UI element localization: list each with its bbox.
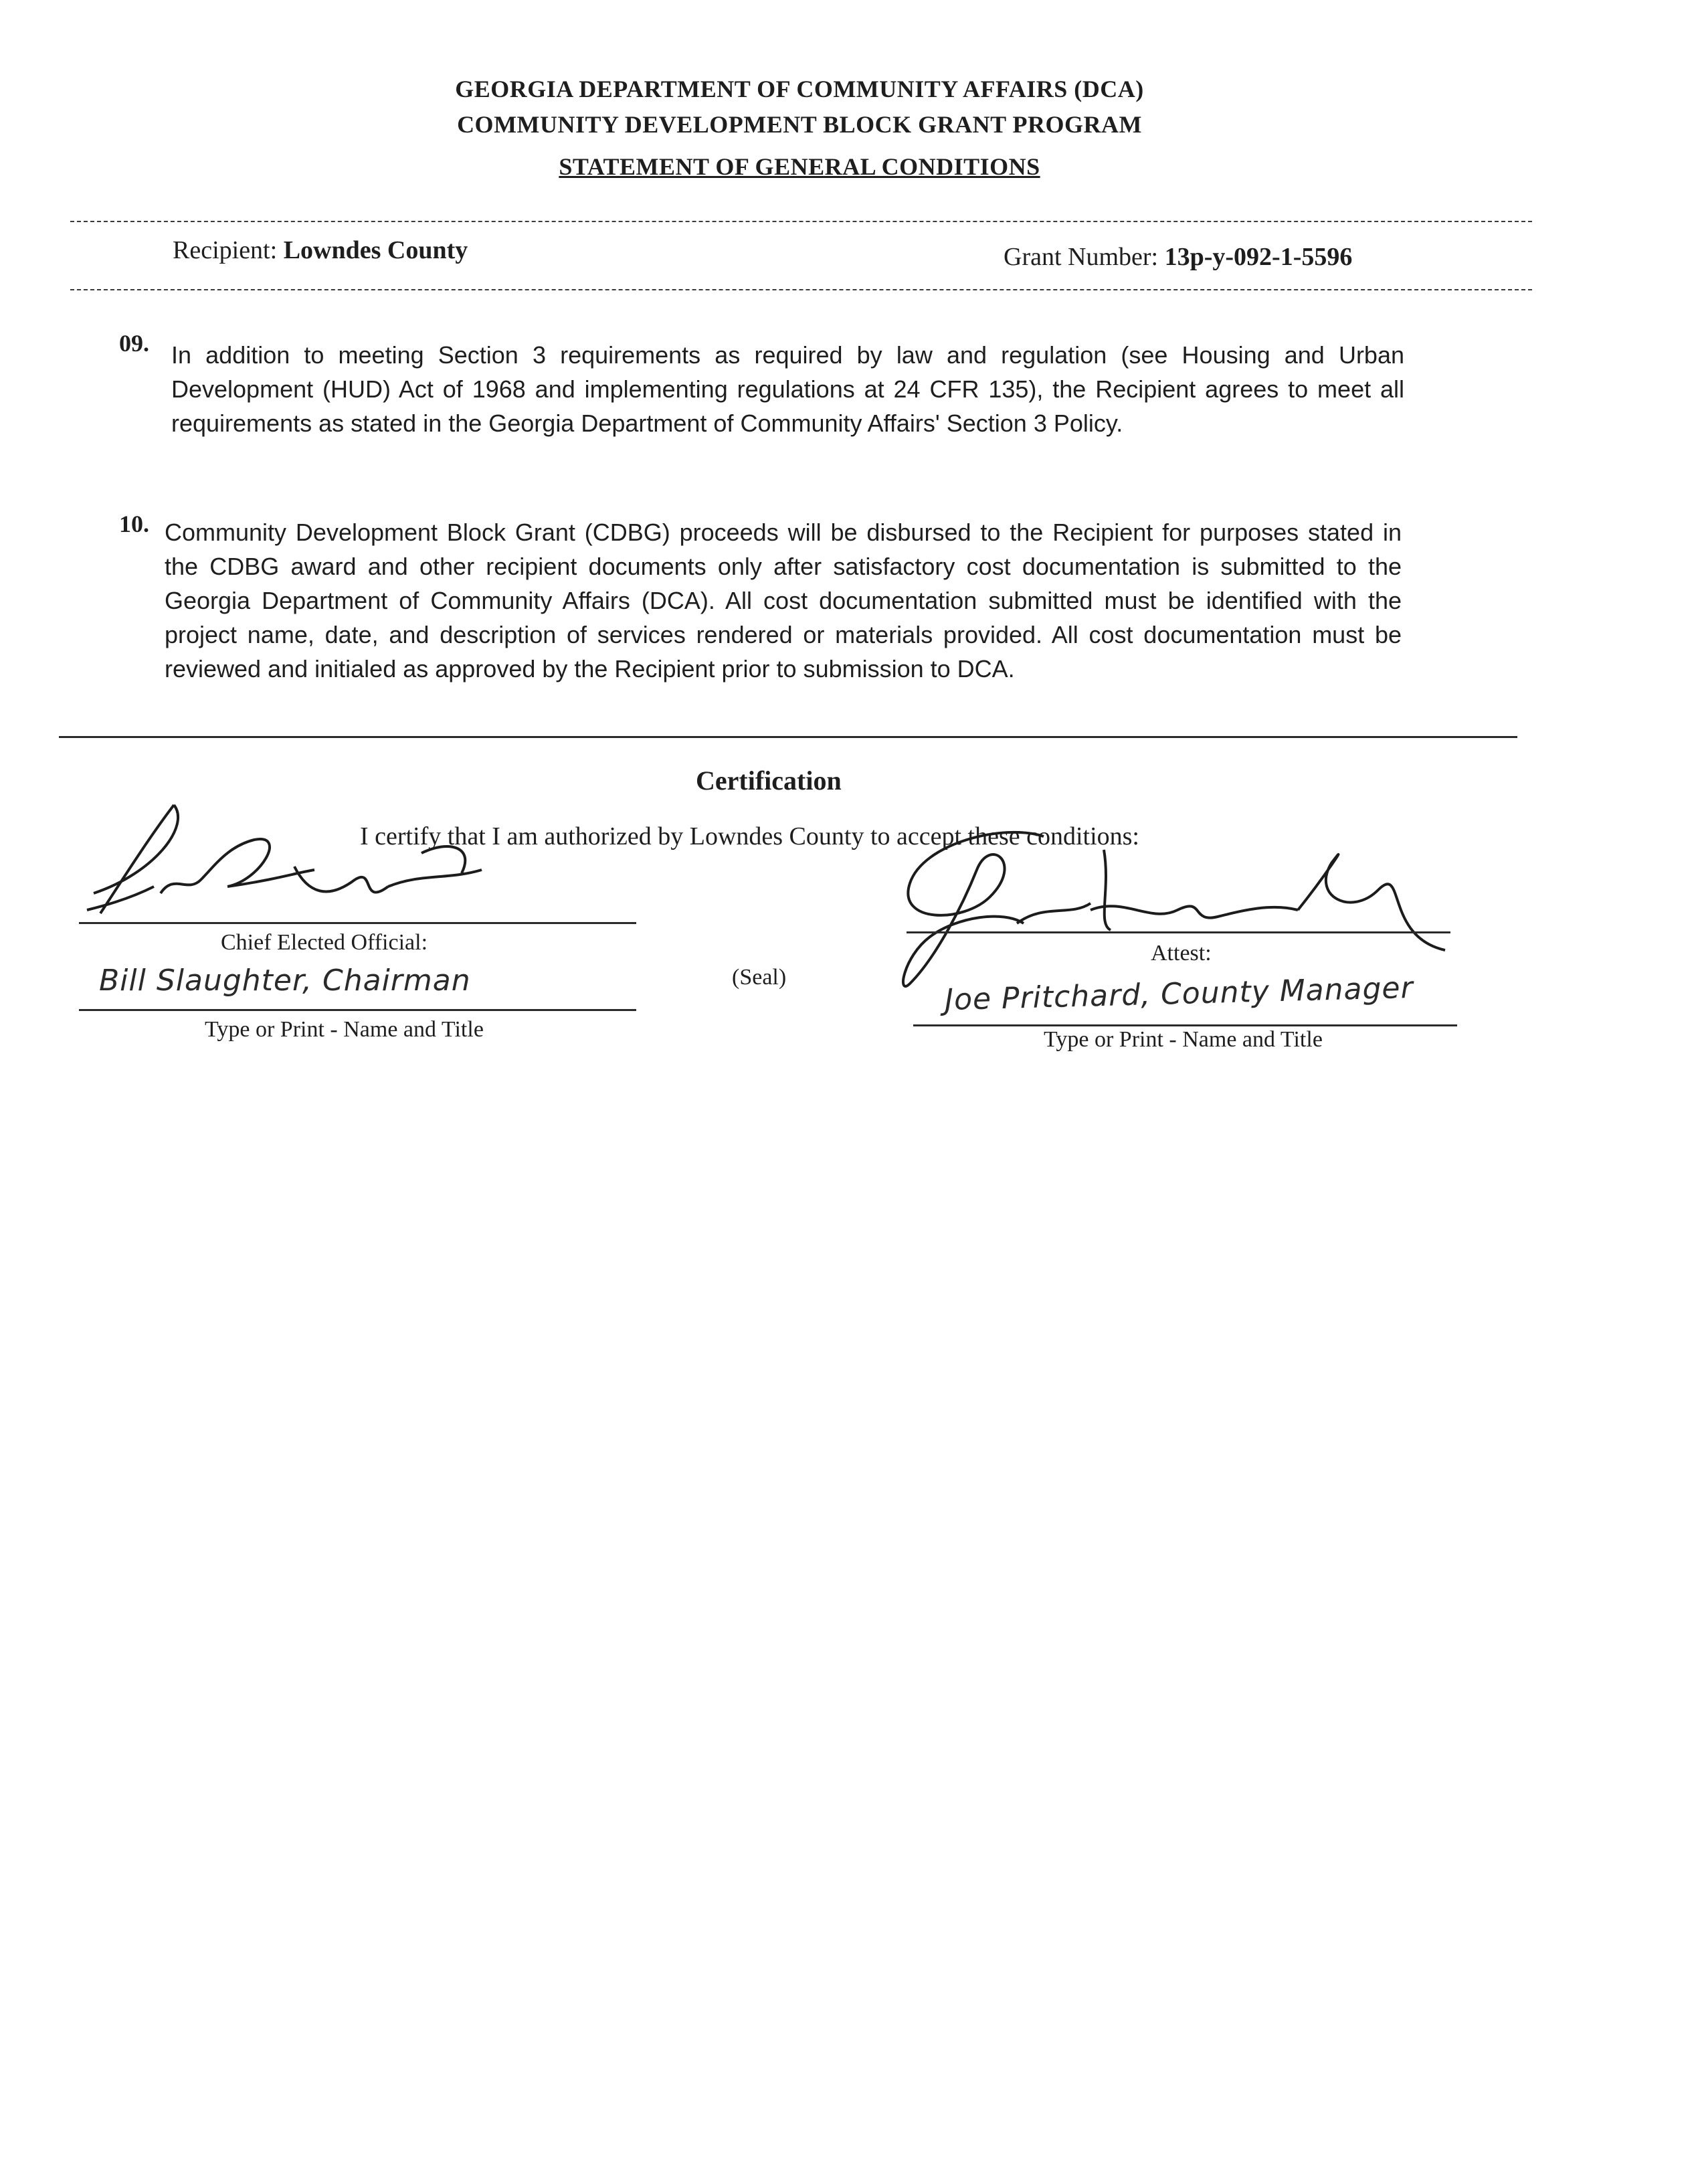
seal-label: (Seal) (732, 965, 787, 990)
chief-name-handwritten: Bill Slaughter, Chairman (99, 964, 471, 998)
agency-title: GEORGIA DEPARTMENT OF COMMUNITY AFFAIRS (DCA) (455, 76, 1144, 102)
program-title: COMMUNITY DEVELOPMENT BLOCK GRANT PROGRAM (457, 111, 1142, 138)
grant-number-label: Grant Number: (1004, 243, 1159, 271)
document-title: STATEMENT OF GENERAL CONDITIONS (559, 153, 1040, 180)
chief-signature-line (79, 922, 636, 924)
certification-statement: I certify that I am authorized by Lowndes County to accept these conditions: (360, 822, 1139, 850)
attest-label: Attest: (1151, 941, 1212, 966)
recipient-divider (70, 289, 1532, 290)
attest-name-handwritten: Joe Pritchard, County Manager (944, 970, 1414, 1018)
certification-title: Certification (696, 765, 842, 796)
condition-text: Community Development Block Grant (CDBG) proceeds will be disbursed to the Recipient for purposes stated in the CDBG award and other recipient documents only after satisfactory cost documentation is submitted to the Georgia Department of Community Affairs (DCA). All cost documentation submitted must be identified with the project name, date, and description of services rendered or materials provided. All cost documentation must be reviewed and initialed as approved by the Recipient prior to submission to DCA. (165, 519, 1402, 682)
attest-name-line (913, 1024, 1457, 1026)
chief-name-line (79, 1009, 636, 1011)
recipient-label: Recipient: (173, 236, 278, 264)
grant-number-value: 13p-y-092-1-5596 (1164, 243, 1353, 271)
chief-signature (74, 800, 502, 927)
certification-divider (59, 736, 1517, 738)
top-divider (70, 221, 1532, 222)
condition-number: 09. (119, 330, 149, 357)
recipient-value: Lowndes County (283, 236, 468, 264)
recipient-field (173, 236, 468, 265)
attest-name-label: Type or Print - Name and Title (1044, 1027, 1323, 1052)
condition-number: 10. (119, 511, 149, 537)
chief-label: Chief Elected Official: (221, 930, 428, 955)
chief-name-label: Type or Print - Name and Title (205, 1017, 484, 1042)
attest-signature-line (907, 931, 1450, 933)
grant-number-field (1004, 242, 1352, 272)
condition-text: In addition to meeting Section 3 requirements as required by law and regulation (see Housing and Urban Development (HUD) Act of 1968 and implementing regulations at 24 CFR 135), the Recipient agrees to meet all requirements as stated in the Georgia Department of Community Affairs' Section 3 Policy. (171, 341, 1404, 437)
